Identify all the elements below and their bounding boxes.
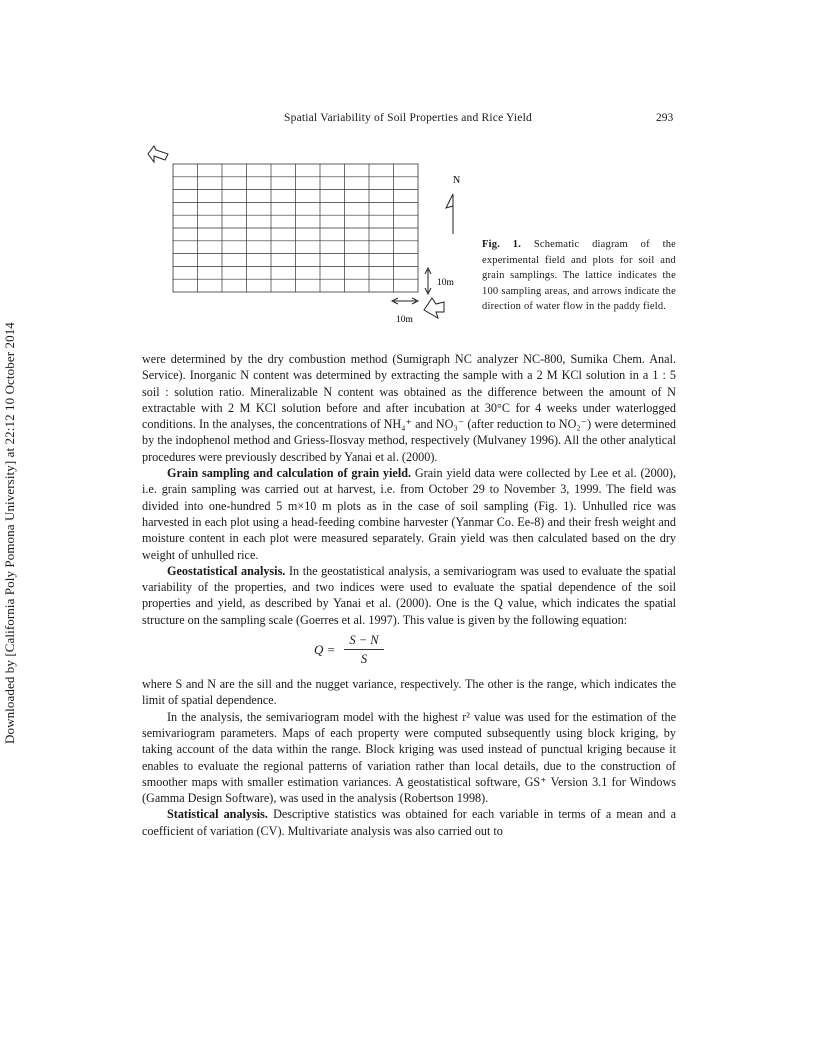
paragraph-methods: were determined by the dry combustion method (Sumigraph NC analyzer NC-800, Sumika Chem. Anal. Service). Inorganic N content was determined by extracting the sample with a 2 M KCl solution in a 1 : 5 soil : solution ratio. Mineralizable N content was obtained as the difference between the amount of N extractable with 2 M KCl solution before and after incubation at 30°C for 4 weeks under waterlogged conditions. In the analyses, the concentrations of NH₄⁺ and NO₃⁻ (after reduction to NO₂⁻) were determined by the indophenol method and Griess-Ilosvay method, respectively (Mulvaney 1996). All the other analytical procedures were previously described by Yanai et al. (2000). <box>142 352 676 464</box>
equation-q <box>142 628 676 676</box>
paragraph-where: where S and N are the sill and the nugget variance, respectively. The other is the range, which indicates the limit of spatial dependence. <box>142 677 676 708</box>
equation-lhs: Q = <box>314 642 336 658</box>
north-label: N <box>453 175 461 186</box>
equation-denominator: S <box>360 652 368 667</box>
horizontal-scale-label: 10m <box>396 315 413 325</box>
horizontal-scale-arrow-icon <box>392 298 418 304</box>
equation-fraction <box>344 632 384 668</box>
water-flow-arrow-bottom-icon <box>424 298 444 318</box>
caption-label: Fig. 1. <box>482 239 522 250</box>
equation-numerator: S − N <box>349 633 379 648</box>
section-text-geostat: In the geostatistical analysis, a semivariogram was used to evaluate the spatial variability of the properties, and two indices were used to evaluate the spatial dependence of the soil properties and yield, as described by Yanai et al. (2000). One is the Q value, which indicates the spatial structure on the sampling scale (Goerres et al. 1997). This value is given by the following equation: <box>142 563 676 627</box>
running-title: Spatial Variability of Soil Properties and Rice Yield <box>284 112 532 124</box>
section-heading-geostat: Geostatistical analysis. <box>167 563 286 578</box>
section-text-grain: Grain yield data were collected by Lee et al. (2000), i.e. grain sampling was carried out at harvest, i.e. from October 29 to November 3, 1999. The field was divided into one-hundred 5 m×10 m plots as in the case of soil sampling (Fig. 1). Unhulled rice was harvested in each plot using a head-feeding combine harvester (Yanmar Co. Ee-8) and their fresh weight and moisture content in each plot were measured separately. Grain yield was then calculated based on the dry weight of unhulled rice. <box>142 466 676 562</box>
section-geostatistical <box>142 563 676 628</box>
body-text <box>142 351 676 839</box>
figure-field-diagram <box>140 136 480 326</box>
vertical-scale-label: 10m <box>437 278 454 288</box>
section-grain-sampling <box>142 465 676 563</box>
download-watermark: Downloaded by [California Poly Pomona University] at 22:12 10 October 2014 <box>2 322 17 744</box>
figure-caption <box>482 237 676 315</box>
paragraph-semivariogram: In the analysis, the semivariogram model with the highest r² value was used for the estimation of the semivariogram parameters. Maps of each property were computed subsequently using block kriging, by taking account of the data within the range. Block kriging was used instead of punctual kriging because it enables to evaluate the regional patterns of variation rather than local details, due to the construction of smoother maps with smaller estimation variances. A geostatistical software, GS⁺ Version 3.1 for Windows (Gamma Design Software), was used in the analysis (Robertson 1998). <box>142 709 676 806</box>
page-number: 293 <box>656 112 674 124</box>
north-arrow-icon <box>446 194 453 234</box>
section-statistical <box>142 806 676 839</box>
fraction-bar <box>344 649 384 650</box>
water-flow-arrow-top-icon <box>148 146 168 162</box>
section-heading-grain: Grain sampling and calculation of grain yield. <box>167 466 412 481</box>
section-text-statistical: Descriptive statistics was obtained for each variable in terms of a mean and a coefficient of variation (CV). Multivariate analysis was also carried out to <box>142 807 676 838</box>
caption-text: Schematic diagram of the experimental field and plots for soil and grain samplings. The lattice indicates the 100 sampling areas, and arrows indicate the direction of water flow in the paddy field. <box>482 239 676 313</box>
vertical-scale-arrow-icon <box>425 268 431 294</box>
section-heading-statistical: Statistical analysis. <box>167 807 268 822</box>
